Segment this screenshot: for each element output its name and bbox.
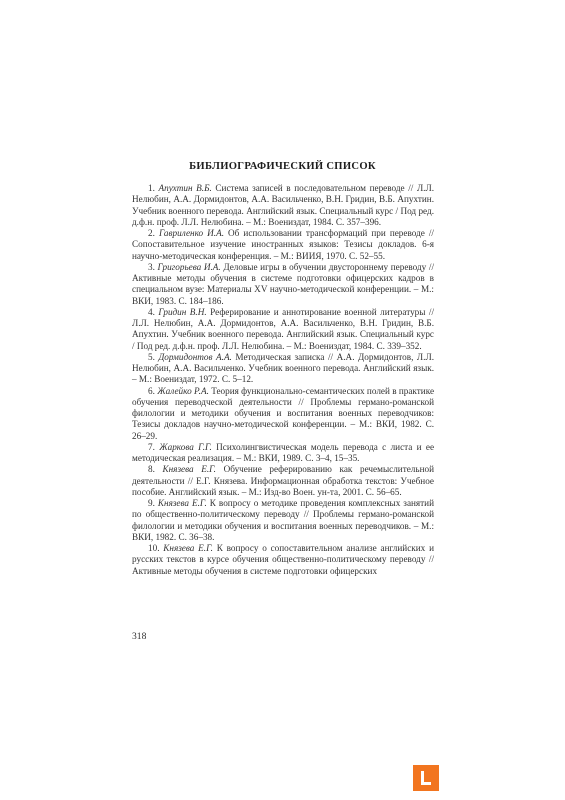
reference-number: 8. [148, 464, 155, 475]
reference-author: Жаркова Г.Г. [159, 441, 212, 452]
reference-list [132, 183, 434, 577]
page-number: 318 [132, 631, 147, 642]
reference-author: Гридин В.Н. [158, 306, 207, 317]
reference-text: Обучение реферированию как речемыслительной деятельности // Е.Г. Князева. Информационная обработка текстов: Учебное пособие. Английский язык. – М.: Изд-во Воен. ун-та, 2001. С. 56–65. [132, 464, 434, 497]
reference-number: 10. [148, 543, 160, 553]
reference-text: Теория функционально-семантических полей в практике обучения переводческой деятельности // Проблемы германо-романской филологии и методики обучения и воспитания военных переводчиков: Тезисы докладов научно-методической конференции. – М.: ВКИ, 1982. С. 26–29. [132, 385, 435, 441]
litres-logo-icon [413, 765, 439, 791]
reference-entry [132, 498, 434, 543]
reference-author: Князева Е.Г. [162, 464, 216, 475]
reference-author: Дормидонтов А.А. [158, 351, 232, 362]
reference-entry [132, 352, 434, 386]
reference-entry [132, 307, 434, 352]
reference-author: Князева Е.Г. [163, 543, 213, 553]
reference-text: К вопросу о методике проведения комплексных занятий по общественно-политическому переводу // Проблемы германо-романской филологии и методики обучения и воспитания военных переводчиков. – М.: ВКИ, 1982. С. 36–38. [132, 498, 435, 542]
reference-number: 3. [148, 261, 155, 272]
reference-author: Григорьева И.А. [157, 261, 221, 272]
reference-text: Методическая записка // А.А. Дормидонтов, Л.Л. Нелюбин, А.А. Васильченко. Учебник военного перевода. Английский язык. – М.: Воениздат, 1972. С. 5–12. [132, 351, 434, 385]
reference-author: Жалейко Р.А. [157, 385, 209, 396]
reference-number: 6. [148, 385, 155, 396]
reference-entry [132, 464, 434, 498]
reference-author: Князева Е.Г. [157, 498, 207, 508]
reference-text: Деловые игры в обучении двустороннему переводу // Активные методы обучения в системе подготовки офицерских кадров в специальном вузе: Материалы XV научно-методической конференции. – М.: ВКИ, 1983. С. 184–186. [132, 261, 435, 306]
reference-number: 1. [148, 183, 155, 193]
reference-number: 4. [148, 306, 155, 317]
reference-entry [132, 386, 434, 442]
reference-author: Гавриленко И.А. [158, 228, 224, 238]
reference-number: 5. [148, 351, 155, 362]
reference-text: К вопросу о сопоставительном анализе английских и русских текстов в курсе обучения общественно-политическому переводу // Активные методы обучения в системе подготовки офицерских [132, 543, 434, 576]
reference-entry [132, 262, 434, 307]
reference-number: 9. [148, 498, 155, 508]
reference-entry [132, 442, 434, 465]
reference-text: Психолингвистическая модель перевода с листа и ее методическая реализация. – М.: ВКИ, 1989. С. 3–4, 15–35. [132, 441, 435, 463]
reference-text: Реферирование и аннотирование военной литературы // Л.Л. Нелюбин, А.А. Дормидонтов, А.А. Васильченко, В.Н. Гридин, В.Б. Апухтин. Учебник военного перевода. Английский язык. Специальный курс / Под ред. д.ф.н. проф. Л.Л. Нелюбина. – М.: Воениздат, 1984. С. 339–352. [132, 306, 435, 351]
reference-entry [132, 183, 434, 228]
reference-author: Апухтин В.Б. [158, 183, 212, 193]
reference-entry [132, 228, 434, 262]
reference-text: Об использовании трансформаций при переводе // Сопоставительное изучение иностранных языков: Тезисы докладов. 6-я научно-методическая конференция. – М.: ВИИЯ, 1970. С. 52–55. [132, 228, 434, 261]
page-heading: БИБЛИОГРАФИЧЕСКИЙ СПИСОК [189, 161, 376, 172]
reference-number: 2. [148, 228, 155, 238]
reference-text: Система записей в последовательном переводе // Л.Л. Нелюбин, А.А. Дормидонтов, А.А. Васильченко, В.Н. Гридин, В.Б. Апухтин. Учебник военного перевода. Английский язык. Специальный курс / Под ред. д.ф.н. проф. Л.Л. Нелюбина. – М.: Воениздат, 1984. С. 357–396. [132, 183, 435, 227]
reference-number: 7. [148, 441, 155, 452]
reference-entry [132, 543, 434, 577]
logo-glyph [419, 770, 433, 786]
